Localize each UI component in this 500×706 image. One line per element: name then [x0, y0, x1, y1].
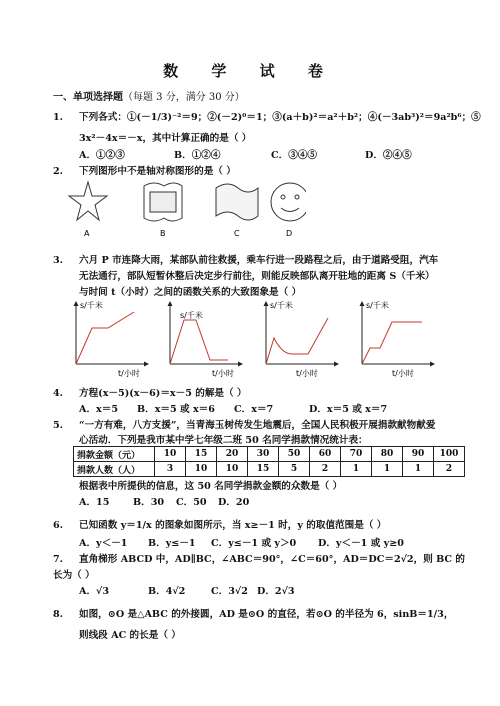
option-b: B．①②④ [174, 150, 221, 161]
option-c: C．y≤－1 或 y＞0 [211, 538, 297, 549]
table-cell: 15 [248, 462, 279, 477]
section-heading [53, 88, 245, 103]
table-row [74, 447, 465, 462]
question-number: 6. [53, 520, 64, 531]
option-a: A．√3 [79, 586, 110, 597]
graph-d-ylabel: s/千米 [366, 301, 389, 310]
table-header-amount: 捐款金额（元） [74, 447, 155, 462]
option-d: D．②④⑤ [365, 150, 412, 161]
graph-d-xlabel: t/小时 [392, 369, 414, 378]
graph-c-ylabel: s/千米 [270, 301, 293, 310]
graph-d [362, 302, 434, 364]
table-cell: 60 [310, 447, 341, 462]
graph-a-xlabel: t/小时 [118, 369, 140, 378]
question-number: 4. [53, 388, 64, 399]
option-a: A．x＝5 [79, 404, 119, 415]
option-b: B．y≤－1 [148, 538, 196, 549]
question-5-line-2: 心活动．下列是我市某中学七年级二班 50 名同学捐款情况统计表： [79, 435, 368, 446]
question-text: 下列图形中不是轴对称图形的是（ ） [79, 166, 236, 177]
question-number: 1. [53, 112, 64, 123]
graph-b-xlabel: t/小时 [212, 369, 234, 378]
table-cell: 3 [155, 462, 186, 477]
table-cell: 10 [155, 447, 186, 462]
table-cell: 100 [434, 447, 465, 462]
symmetry-figures [66, 178, 306, 240]
option-d: D．x＝5 或 x＝7 [309, 404, 388, 415]
table-header-count: 捐款人数（人） [74, 462, 155, 477]
question-text: “一方有难，八方支援”，当青海玉树传发生地震后，全国人民积极开展捐款献物献爱 [79, 420, 436, 431]
graph-a [76, 302, 148, 364]
question-text: 下列各式：①(－1/3)⁻²＝9；②(－2)⁰＝1；③(a＋b)²＝a²＋b²；④(－3ab³)²＝9a²b⁶；⑤ [79, 112, 481, 123]
question-text: 直角梯形 ABCD 中，AD∥BC，∠ABC＝90°，∠C＝60°，AD＝DC＝2√2，则 BC 的 [79, 554, 465, 565]
question-8-line-1 [53, 606, 453, 620]
option-a: A．15 [79, 497, 110, 508]
table-cell: 20 [217, 447, 248, 462]
question-number: 7. [53, 554, 64, 565]
flag-figure [216, 184, 258, 220]
option-c: C．50 [176, 497, 207, 508]
option-a: A．y＜－1 [79, 538, 128, 549]
graph-c-xlabel: t/小时 [296, 369, 318, 378]
question-5-line-3: 根据表中所提供的信息，这 50 名同学捐款金额的众数是（ ） [79, 481, 343, 492]
page-title: 数 学 试 卷 [163, 62, 337, 80]
table-cell: 2 [310, 462, 341, 477]
question-number: 5. [53, 420, 64, 431]
option-c: C．3√2 [211, 586, 248, 597]
donation-table [73, 446, 465, 477]
question-2 [53, 163, 236, 177]
question-1-line-1 [53, 109, 481, 123]
question-6 [53, 517, 386, 531]
option-c: C．③④⑤ [271, 150, 318, 161]
question-text: 如图，⊙O 是△ABC 的外接圆，AD 是⊙O 的直径，若⊙O 的半径为 6，sinB＝1/3， [79, 609, 454, 620]
figure-label-c: C [234, 229, 240, 238]
graph-a-ylabel: s/千米 [80, 301, 103, 310]
question-1-line-2: 3x²－4x＝－x，其中计算正确的是（ ） [79, 133, 252, 144]
question-3-line-1 [53, 252, 438, 266]
table-cell: 1 [403, 462, 434, 477]
option-b: B．4√2 [148, 586, 186, 597]
figure-label-a: A [84, 229, 90, 238]
table-row [74, 462, 465, 477]
figure-label-d: D [286, 229, 293, 238]
star-figure [69, 182, 107, 220]
option-c: C．x＝7 [234, 404, 274, 415]
table-cell: 80 [372, 447, 403, 462]
option-d: D．2√3 [257, 586, 295, 597]
graph-c [266, 302, 338, 364]
figure-label-b: B [160, 229, 166, 238]
table-cell: 70 [341, 447, 372, 462]
question-3-line-2: 无法通行，部队短暂休整后决定步行前往，则能反映部队离开驻地的距离 S（千米） [79, 271, 435, 282]
section-note: （每题 3 分，满分 30 分） [123, 92, 245, 103]
question-7-line-2: 长为（ ） [53, 570, 95, 581]
table-cell: 30 [248, 447, 279, 462]
graph-b-ylabel: s/千米 [180, 311, 203, 320]
table-cell: 15 [186, 447, 217, 462]
option-d: D．y＜－1 或 y≥0 [318, 538, 404, 549]
question-7-line-1 [53, 551, 465, 565]
option-b: B．x＝5 或 x＝6 [137, 404, 215, 415]
smiley-figure [271, 183, 306, 221]
question-4 [53, 385, 247, 399]
question-text: 六月 P 市连降大雨，某部队前往救援，乘车行进一段路程之后，由于道路受阻，汽车 [79, 255, 439, 266]
distance-time-graphs [70, 298, 450, 380]
option-d: D．20 [218, 497, 250, 508]
table-cell: 50 [279, 447, 310, 462]
question-text: 方程(x－5)(x－6)＝x－5 的解是（ ） [79, 388, 247, 399]
question-number: 3. [53, 255, 64, 266]
table-cell: 90 [403, 447, 434, 462]
question-8-line-2: 则线段 AC 的长是（ ） [79, 630, 181, 641]
option-b: B．30 [133, 497, 165, 508]
ribbon-figure [144, 183, 182, 221]
table-cell: 2 [434, 462, 465, 477]
question-number: 8. [53, 609, 64, 620]
table-cell: 5 [279, 462, 310, 477]
option-a: A．①②③ [79, 150, 125, 161]
question-number: 2. [53, 166, 64, 177]
question-5-line-1 [53, 417, 435, 431]
table-cell: 1 [372, 462, 403, 477]
table-cell: 10 [186, 462, 217, 477]
table-cell: 10 [217, 462, 248, 477]
question-text: 已知函数 y＝1/x 的图象如图所示，当 x≥－1 时，y 的取值范围是（ ） [79, 520, 387, 531]
section-title: 一、单项选择题 [53, 92, 123, 103]
table-cell: 1 [341, 462, 372, 477]
question-3-line-3: 与时间 t（小时）之间的函数关系的大致图象是（ ） [79, 287, 302, 298]
